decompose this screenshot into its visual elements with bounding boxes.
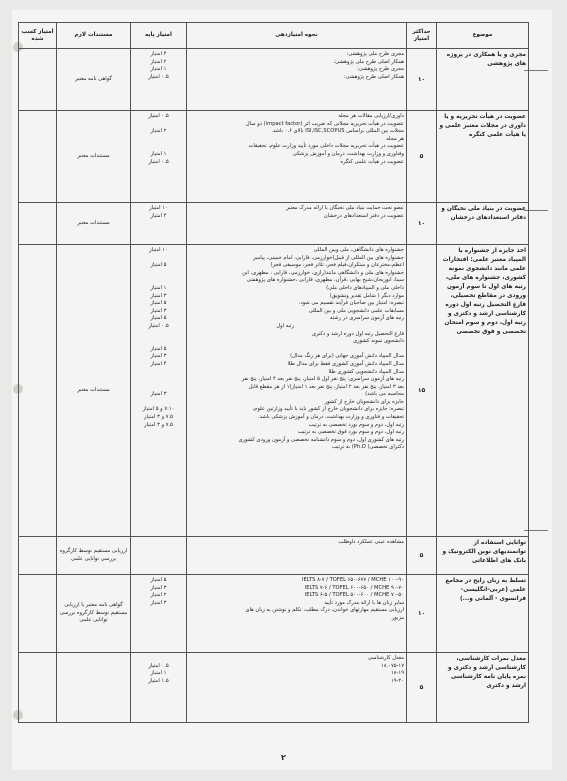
points-line	[133, 376, 184, 384]
points-line	[133, 270, 184, 278]
subject-cell: عضویت در بنیاد ملی نخبگان و دفاتر استعدادهای درخشان	[437, 203, 529, 245]
method-line: تبصره: جایزه برای دانشجویان خارج از کشور باید با تأیید وزارتین علوم،	[252, 406, 404, 413]
method-line: همکار اصلی طرح پژوهشی:	[343, 73, 404, 80]
method-line: دکترای تخصصی( Ph.D) به ترتیب	[331, 444, 404, 451]
points-line: ۰.۵ امتیاز	[148, 158, 169, 165]
max-score-cell: ۱۰	[407, 49, 437, 111]
method-cell	[187, 49, 407, 111]
method-line: داخلی ملی و المپیادهای داخلی ملی)	[326, 284, 404, 291]
method-line: جشنواره های بین المللی از قبیل(خوارزمی، فارابی، امام خمینی، پیامبر	[253, 254, 404, 261]
points-line: ۱.۵ امتیاز	[148, 677, 169, 684]
base-points-cell	[131, 575, 187, 653]
points-line: ۰.۵ امتیاز	[148, 113, 169, 119]
max-score-cell: ۱۰	[407, 575, 437, 653]
method-line: جایزه برای دانشجویان خارج از کشور	[324, 398, 404, 405]
method-cell	[187, 111, 407, 203]
method-line: رتبه های آزمون سراسری در رشته	[329, 315, 404, 322]
max-score-cell: ۵	[407, 537, 437, 575]
points-line: ۷.۵ و ۳ امتیاز	[144, 414, 173, 421]
method-line: عضو تحت حمایت بنیاد ملی نخبگان با ارائه مدرک معتبر	[286, 205, 404, 211]
points-line: ۳ امتیاز	[150, 307, 167, 314]
points-line: ۳ امتیاز	[150, 292, 167, 299]
points-line: ۴ امتیاز	[150, 51, 167, 57]
table-row	[19, 203, 529, 245]
docs-cell: گواهی نامه معتبر یا ارزیابی مستقیم توسط کارگروه بررسی توانایی علمی	[57, 575, 131, 653]
method-line: موارد دیگر ( شامل تقدیر وتشویق)	[329, 292, 404, 299]
points-line: ۰.۵ امتیاز	[148, 322, 169, 329]
method-line: مدال المپیاد دانش آموزی کشوری فقط برای مدال طلا	[287, 360, 404, 367]
points-line: ۳ امتیاز	[150, 584, 167, 591]
method-line: مدال المپیاد دانشجویی کشوری طلا	[328, 368, 404, 375]
header-docs: مستندات لازم	[57, 23, 131, 49]
table-row	[19, 653, 529, 723]
method-line: رتبه های آزمون سراسری: پنج نفر اول ۵ امتیاز، پنج نفر بعد ۴ امتیاز، پنج نفر	[241, 376, 404, 383]
points-line	[133, 655, 184, 663]
base-points-cell	[131, 245, 187, 537]
points-line	[133, 338, 184, 346]
method-line: مشاهده عینی عملکرد داوطلب	[338, 539, 404, 545]
method-cell	[187, 537, 407, 575]
gained-score-cell	[19, 111, 57, 203]
docs-cell: مستندات معتبر	[57, 245, 131, 537]
points-line	[133, 277, 184, 285]
docs-cell: ارزیابی مستقیم توسط کارگروه بررسی توانایی علمی	[57, 537, 131, 575]
method-line: مزبور	[391, 614, 404, 621]
points-line: ۵ امتیاز	[150, 345, 167, 352]
base-points-cell	[131, 49, 187, 111]
method-line: تبصره: امتیاز بین صاحبان فرآیند تقسیم می شود.	[298, 300, 404, 307]
points-line	[133, 121, 184, 129]
points-line: ۴ امتیاز	[150, 212, 167, 219]
points-line: ۰.۵ امتیاز	[148, 662, 169, 669]
method-line: فارغ التحصیل رتبه اول دوره ارشد و دکتری	[312, 330, 404, 337]
method-line: بعد ۳ امتیاز، پنج نفر بعد ۲ امتیاز، پنج نفر بعد ۱ امتیاز(۱ از هر مقطع قابل	[248, 383, 404, 390]
method-line: مجری طرح ملی پژوهشی:	[346, 51, 404, 57]
table-header-row	[19, 23, 529, 49]
points-line: ۱۰ امتیاز	[149, 247, 168, 253]
method-line: ۱۸-۱۹	[390, 670, 404, 677]
method-line: وفناوری و وزارت بهداشت، درمان و آموزش پزشکی	[292, 150, 404, 157]
points-line: ۰.۵ امتیاز	[148, 73, 169, 80]
points-line	[133, 143, 184, 151]
method-cell	[187, 653, 407, 723]
method-line: سایر زبان ها با ارائه مدرک مورد تأیید	[324, 599, 404, 606]
method-line: تحقیقات و فناوری و وزارت بهداشت، درمان و آموزش پزشکی باشد.	[257, 414, 404, 421]
points-line	[133, 255, 184, 263]
points-line	[133, 399, 184, 407]
base-points-cell	[131, 203, 187, 245]
points-line: ۱ امتیاز	[150, 284, 167, 291]
method-line: سینا، ابوریحان،شیخ بهایی ،قرآن، مطهری، فارابی ،جشنواره های پژوهشی	[246, 277, 404, 284]
max-score-cell: ۵	[407, 111, 437, 203]
method-line: رتبه های کشوری اول، دوم و سوم دانشنامه تخصصی و آزمون ورودی کشوری	[238, 436, 404, 443]
points-line: ۱ امتیاز	[150, 66, 167, 73]
points-line: ۲ امتیاز	[150, 128, 167, 135]
subject-cell: توانایی استفاده از توانمندیهای نوین الکترونیک و بانک های اطلاعاتی	[437, 537, 529, 575]
points-line: ۷.۱۰ و ۵ امتیاز	[142, 406, 175, 413]
method-line: IELTS ۸-۷ / TOFEL ۶۵۰-۶۷۷ / MCHE ۱۰۰-۹۰	[302, 577, 404, 583]
method-line: عضویت در هیأت تحریریه مجلات داخلی مورد تأیید وزارت علوم، تحقیقات	[248, 143, 404, 150]
docs-cell: مستندات معتبر	[57, 203, 131, 245]
points-line: ۱ امتیاز	[150, 150, 167, 157]
table-row	[19, 111, 529, 203]
points-line: ۵ امتیاز	[150, 577, 167, 583]
method-line: هر مجله	[386, 135, 404, 142]
gained-score-cell	[19, 245, 57, 537]
method-line: محاسبه می باشد)	[365, 391, 404, 398]
method-line: ۱۸.۰۷۵-۱۷	[380, 662, 404, 669]
header-gained: امتیاز کسب شده	[19, 23, 57, 49]
points-line: ۳ امتیاز	[150, 353, 167, 360]
method-line: عضویت در هیأت علمی کنگره	[340, 158, 404, 165]
gained-score-cell	[19, 537, 57, 575]
method-line: رتبه اول، دوم و سوم بورد تخصصی به ترتیب	[308, 421, 404, 428]
gained-score-cell	[19, 653, 57, 723]
table-row	[19, 537, 529, 575]
points-line	[133, 369, 184, 377]
method-line: اعظم،مخترعان و مبتکران،فیلم فجر، تئاتر فجر، موسیقی فجر)	[270, 262, 404, 269]
max-score-cell: ۱۰	[407, 203, 437, 245]
points-line: ۵ امتیاز	[150, 315, 167, 322]
points-line: ۱ امتیاز	[150, 670, 167, 677]
header-base: امتیاز پایه	[131, 23, 187, 49]
subject-cell: تسلط به زبان رایج در مجامع علمی (عربی-انگلیسی- فرانسوی - آلمانی و...)	[437, 575, 529, 653]
docs-cell: مستندات معتبر	[57, 111, 131, 203]
subject-cell: عضویت در هیأت تحریریه و یا داوری در مجلات معتبر علمی و یا هیأت علمی کنگره	[437, 111, 529, 203]
points-line: ۲ امتیاز	[150, 58, 167, 65]
method-line: دانشجوی نمونه کشوری	[353, 338, 404, 345]
points-line	[133, 136, 184, 144]
points-line: ۵ امتیاز	[150, 262, 167, 269]
points-line: ۵ امتیاز	[150, 300, 167, 307]
method-line: عضویت در دفتر استعدادهای درخشان	[323, 212, 404, 219]
method-cell	[187, 245, 407, 537]
method-line: داوری/ارزیابی مقالات هر مجله	[338, 113, 404, 119]
points-line	[133, 331, 184, 339]
method-line: مسابقات علمی دانشجویی ملی و بین المللی	[308, 307, 404, 314]
method-line: ۱۹-۲۰	[390, 677, 404, 684]
subject-cell: معدل نمرات کارشناسی، کارشناسی ارشد و دکتری و نمره پایان نامه کارشناسی ارشد و دکتری	[437, 653, 529, 723]
header-subject: موضوع	[437, 23, 529, 49]
docs-cell: گواهی نامه معتبر	[57, 49, 131, 111]
points-line: ۳ امتیاز	[150, 391, 167, 398]
docs-cell	[57, 653, 131, 723]
method-line: مجری طرح پژوهشی:	[357, 66, 404, 73]
method-line: همکار اصلی طرح ملی پژوهشی:	[333, 58, 404, 65]
method-line: IELTS ۶-۵ / TOFEL ۵۰۰-۶۰۰ / MCHE ۷۰-۵۰	[304, 592, 404, 599]
method-line: جشنواره های ملی و دانشگاهی مانند(رازی، خوارزمی، فارابی ، مطهری، ابن	[242, 269, 404, 276]
method-line: IELTS ۷-۶ / TOFEL ۶۰۰-۶۵۰ / MCHE ۹۰-۷۰	[304, 584, 404, 591]
table-row	[19, 245, 529, 537]
max-score-cell: ۱۵	[407, 245, 437, 537]
base-points-cell	[131, 537, 187, 575]
points-line: ۷.۵ و ۳ امتیاز	[144, 421, 173, 428]
header-max: حداکثر امتیاز	[407, 23, 437, 49]
points-line	[133, 384, 184, 392]
table-row	[19, 49, 529, 111]
max-score-cell: ۵	[407, 653, 437, 723]
method-line: مجلات بین المللی براساس ISI,ISC,SCOPUS بالای ۰.۶ باشد.	[271, 128, 404, 135]
method-line: معدل کارشناسی	[367, 655, 404, 661]
header-method: نحوه امتیازدهی	[187, 23, 407, 49]
subject-cell: مجری و یا همکاری در پروژه های پژوهشی	[437, 49, 529, 111]
points-line: ۳ امتیاز	[150, 599, 167, 606]
method-line: رتبه اول، دوم و سوم بورد فوق تخصصی به ترتیب	[297, 429, 404, 436]
method-line: عضویت در هیأت تحریریه مجلاتی که ضریب اثر (impact factor) دو سال	[245, 120, 404, 127]
gained-score-cell	[19, 575, 57, 653]
method-note: رتبه اول	[276, 322, 294, 329]
table-row	[19, 575, 529, 653]
base-points-cell	[131, 111, 187, 203]
points-line: ۱۰ امتیاز	[149, 205, 168, 211]
method-line: جشنواره های دانشگاهی، ملی وبین المللی	[313, 247, 404, 253]
gained-score-cell	[19, 203, 57, 245]
gained-score-cell	[19, 49, 57, 111]
method-line: مدال المپیاد دانش آموزی جهانی (برای هر رنگ مدال)	[290, 353, 404, 360]
page-number: ۲	[281, 753, 286, 762]
method-line: ارزیابی مستقیم مهارتهای خواندن، درک مطلب، تکلم و نوشتن به زبان های	[245, 607, 404, 614]
method-cell	[187, 575, 407, 653]
subject-cell: اخذ جایزه از جشنواره یا المپیاد معتبر علمی: افتخارات علمی مانند دانشجوی نمونه کشوری، جشنواره های ملی، رتبه های اول تا سوم آزمون ورودی در مقاطع تحصیلی، فارغ التحصیل رتبه اول دوره کارشناسی ارشد و دکتری و رتبه اول، دوم و سوم امتحان تخصصی و فوق تخصصی	[437, 245, 529, 537]
method-cell	[187, 203, 407, 245]
base-points-cell	[131, 653, 187, 723]
scoring-table	[18, 22, 529, 723]
points-line: ۲ امتیاز	[150, 592, 167, 599]
points-line: ۴ امتیاز	[150, 360, 167, 367]
